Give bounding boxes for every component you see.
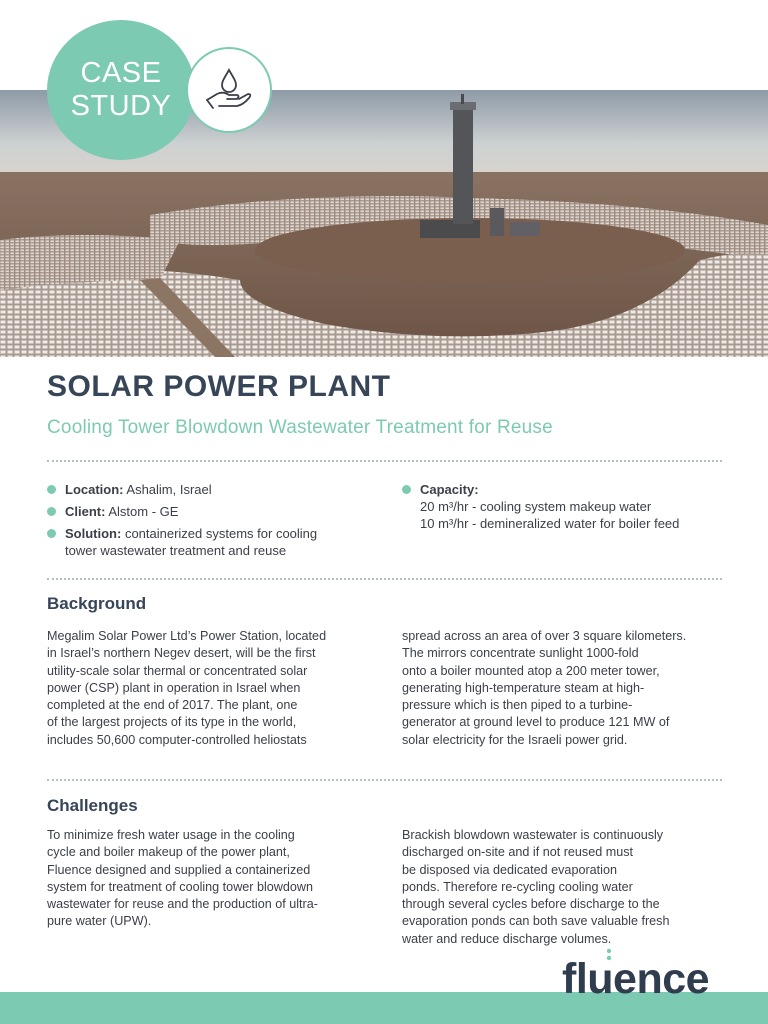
plant-building <box>490 208 504 236</box>
text-line: To minimize fresh water usage in the cooling <box>47 828 295 842</box>
challenges-text-left <box>47 827 377 931</box>
dot-bullet-icon <box>47 485 56 494</box>
fact-location <box>47 481 367 498</box>
text-line: The mirrors concentrate sunlight 1000-fold <box>402 646 639 661</box>
case-study-badge <box>47 20 195 160</box>
text-line: solar electricity for the Israeli power grid. <box>402 732 628 747</box>
fact-label: Client: <box>65 504 106 519</box>
capacity-line-2: 10 m³/hr - demineralized water for boiler feed <box>420 516 680 531</box>
text-line: wastewater for reuse and the production of ultra- <box>47 897 318 912</box>
fact-value: containerized systems for cooling <box>121 526 318 541</box>
text-line: generating high-temperature steam at high- <box>402 680 645 695</box>
fact-solution <box>47 525 367 559</box>
capacity-line-1: 20 m³/hr - cooling system makeup water <box>420 499 652 514</box>
text-line: power (CSP) plant in operation in Israel when <box>47 680 301 695</box>
project-facts-right <box>402 481 732 537</box>
dot-bullet-icon <box>47 529 56 538</box>
fact-value: Ashalim, Israel <box>123 482 212 497</box>
divider <box>47 779 722 781</box>
text-line: evaporation ponds can both save valuable fresh <box>402 914 670 929</box>
background-text-left <box>47 628 377 749</box>
water-drop-hand-icon <box>186 47 272 133</box>
fluence-logo[interactable]: fluence <box>562 955 710 1003</box>
text-line: Megalim Solar Power Ltd’s Power Station, located <box>47 629 327 643</box>
text-line: discharged on-site and if not reused must <box>402 845 634 860</box>
background-text-right <box>402 628 732 749</box>
divider <box>47 578 722 580</box>
challenges-heading: Challenges <box>47 796 138 815</box>
fact-client <box>47 503 367 520</box>
text-line: water and reduce discharge volumes. <box>402 931 612 946</box>
text-line: completed at the end of 2017. The plant, one <box>47 698 298 713</box>
fact-label: Location: <box>65 482 124 497</box>
dot-bullet-icon <box>47 507 56 516</box>
text-line: Fluence designed and supplied a containerized <box>47 862 311 877</box>
badge-line-1: CASE <box>80 57 162 89</box>
text-line: onto a boiler mounted atop a 200 meter tower, <box>402 663 660 678</box>
text-line: of the largest projects of its type in the world, <box>47 715 297 730</box>
text-line: through several cycles before discharge to the <box>402 897 660 912</box>
text-line: in Israel’s northern Negev desert, will be the first <box>47 646 316 661</box>
divider <box>47 460 722 462</box>
text-line: pure water (UPW). <box>47 914 152 929</box>
fact-value-continued: tower wastewater treatment and reuse <box>65 543 287 558</box>
text-line: pressure which is then piped to a turbine- <box>402 698 633 713</box>
text-line: be disposed via dedicated evaporation <box>402 862 617 877</box>
page-subtitle: Cooling Tower Blowdown Wastewater Treatment for Reuse <box>47 417 553 438</box>
project-facts-left <box>47 481 367 564</box>
page-title: SOLAR POWER PLANT <box>47 370 391 403</box>
fact-label: Capacity: <box>420 482 479 497</box>
text-line: utility-scale solar thermal or concentrated solar <box>47 663 308 678</box>
text-line: spread across an area of over 3 square kilometers. <box>402 629 687 643</box>
background-heading: Background <box>47 594 147 613</box>
fact-value: Alstom - GE <box>105 504 179 519</box>
challenges-text-right <box>402 827 732 948</box>
text-line: includes 50,600 computer-controlled heliostats <box>47 732 307 747</box>
text-line: system for treatment of cooling tower blowdown <box>47 879 313 894</box>
tower-mast <box>461 94 464 104</box>
fact-label: Solution: <box>65 526 122 541</box>
dot-bullet-icon <box>402 485 411 494</box>
text-line: ponds. Therefore re-cycling cooling water <box>402 879 633 894</box>
badge-line-2: STUDY <box>70 90 172 122</box>
text-line: generator at ground level to produce 121 MW of <box>402 715 670 730</box>
plant-building <box>510 222 540 236</box>
solar-tower <box>453 104 473 224</box>
text-line: cycle and boiler makeup of the power plant, <box>47 845 290 860</box>
fact-capacity <box>402 481 732 532</box>
text-line: Brackish blowdown wastewater is continuously <box>402 828 664 842</box>
